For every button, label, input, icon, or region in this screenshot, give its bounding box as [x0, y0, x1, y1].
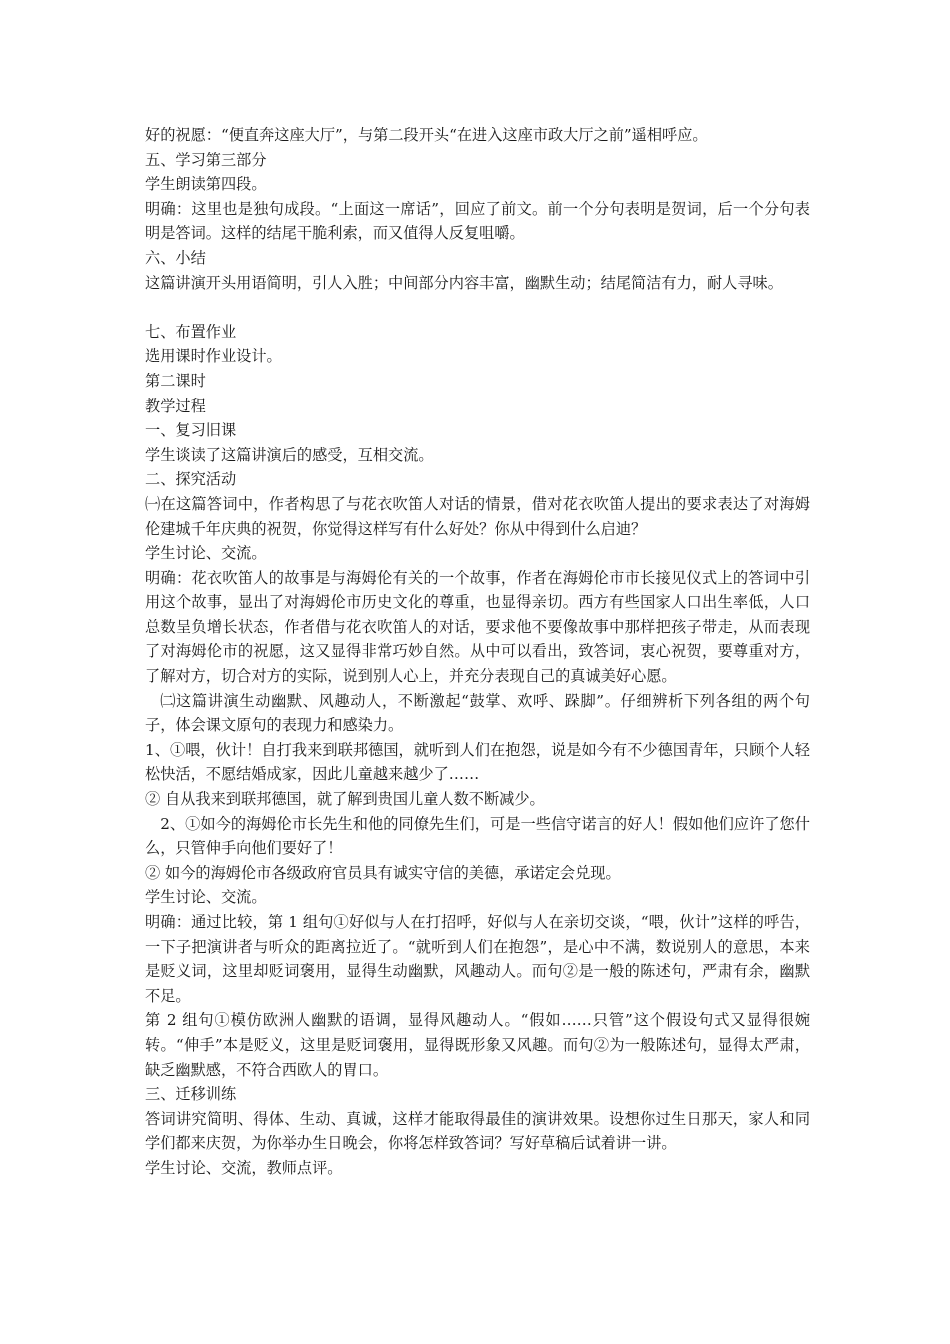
section-heading-explore: 二、探究活动 [145, 470, 237, 489]
section-heading-transfer: 三、迁移训练 [145, 1085, 237, 1104]
paragraph-mingque-2: 明确：花衣吹笛人的故事是与海姆伦有关的一个故事，作者在海姆伦市市长接见仪式上的答词中引用这个故事，显出了对海姆伦市历史文化的尊重，也显得亲切。西方有些国家人口出生率低，人口总数呈负增长状态，作者借与花衣吹笛人的对话，要求他不要像故事中那样把孩子带走，从而表现了对海姆伦市的祝愿，这又显得非常巧妙自然。从中可以看出，致答词，衷心祝贺，要尊重对方，了解对方，切合对方的实际，说到别人心上，并充分表现自己的真诚美好心愿。 [145, 568, 810, 686]
paragraph-question-1: ㈠在这篇答词中，作者构思了与花衣吹笛人对话的情景，借对花衣吹笛人提出的要求表达了对海姆伦建城千年庆典的祝贺，你觉得这样写有什么好处？你从中得到什么启迪？ [145, 494, 810, 538]
paragraph-transfer: 答词讲究简明、得体、生动、真诚，这样才能取得最佳的演讲效果。设想你过生日那天，家人和同学们都来庆贺，为你举办生日晚会，你将怎样致答词？写好草稿后试着讲一讲。 [145, 1109, 810, 1153]
section-heading-part3: 五、学习第三部分 [145, 150, 267, 169]
paragraph-summary: 这篇讲演开头用语简明，引人入胜；中间部分内容丰富，幽默生动；结尾简洁有力，耐人寻味。 [145, 273, 783, 292]
text-line: ② 自从我来到联邦德国，就了解到贵国儿童人数不断减少。 [145, 790, 545, 809]
text-line: 好的祝愿：“便直奔这座大厅”，与第二段开头“在进入这座市政大厅之前”遥相呼应。 [145, 126, 708, 144]
text-line: 学生讨论、交流。 [145, 544, 267, 563]
text-line: 教学过程 [145, 396, 206, 415]
paragraph-mingque-1: 明确：这里也是独句成段。“上面这一席话”，回应了前文。前一个分句表明是贺词，后一个分句表明是答词。这样的结尾干脆利索，而又值得人反复咀嚼。 [145, 199, 810, 243]
text-line: 学生讨论、交流。 [145, 888, 267, 907]
paragraph-question-2: ㈡这篇讲演生动幽默、风趣动人，不断激起“鼓掌、欢呼、跺脚”。仔细辨析下列各组的两个句子，体会课文原句的表现力和感染力。 [145, 691, 810, 735]
lesson-heading-second: 第二课时 [145, 371, 206, 390]
document-body [145, 123, 810, 1181]
text-line: 学生朗读第四段。 [145, 175, 267, 194]
paragraph-example-2a: 2、①如今的海姆伦市长先生和他的同僚先生们，可是一些信守诺言的好人！假如他们应许了您什么，只管伸手向他们要好了！ [145, 814, 810, 858]
paragraph-group-2: 第 2 组句①模仿欧洲人幽默的语调，显得风趣动人。“假如……只管”这个假设句式又显得很婉转。“伸手”本是贬义，这里是贬词褒用，显得既形象又风趣。而句②为一般陈述句，显得太严肃，缺乏幽默感，不符合西欧人的胃口。 [145, 1011, 810, 1079]
text-line: 选用课时作业设计。 [145, 347, 282, 366]
text-line: ② 如今的海姆伦市各级政府官员具有诚实守信的美德，承诺定会兑现。 [145, 863, 621, 882]
section-heading-summary: 六、小结 [145, 248, 206, 267]
paragraph-mingque-3: 明确：通过比较，第 1 组句①好似与人在打招呼，好似与人在亲切交谈，“喂，伙计”这样的呼告，一下子把演讲者与听众的距离拉近了。“就听到人们在抱怨”，是心中不满，数说别人的意思，本来是贬义词，这里却贬词褒用，显得生动幽默，风趣动人。而句②是一般的陈述句，严肃有余，幽默不足。 [145, 913, 810, 1005]
text-line: 学生谈读了这篇讲演后的感受，互相交流。 [145, 445, 434, 464]
text-line: 学生讨论、交流，教师点评。 [145, 1158, 343, 1177]
paragraph-example-1a: 1、①喂，伙计！自打我来到联邦德国，就听到人们在抱怨，说是如今有不少德国青年，只顾个人轻松快活，不愿结婚成家，因此儿童越来越少了…… [145, 740, 810, 784]
section-heading-review: 一、复习旧课 [145, 421, 237, 440]
section-heading-homework: 七、布置作业 [145, 322, 237, 341]
blank-line [145, 295, 810, 320]
